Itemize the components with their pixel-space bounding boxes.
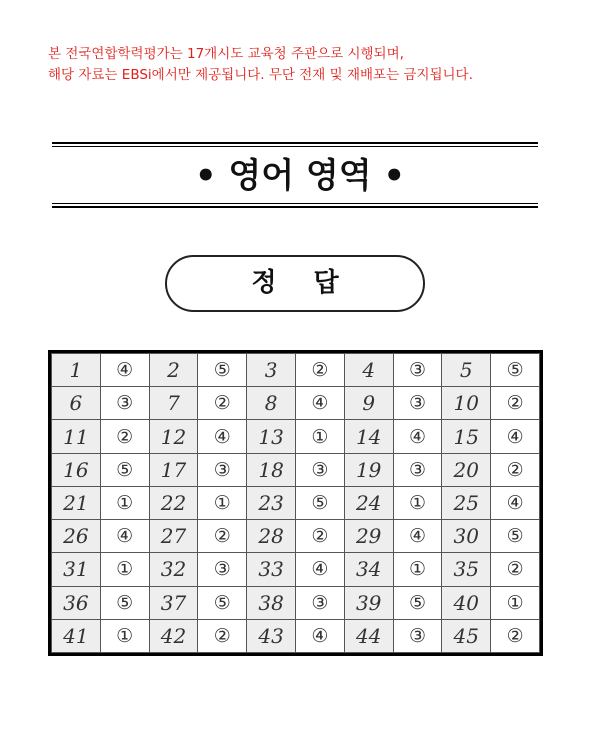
question-number: 20 bbox=[442, 453, 491, 486]
question-number: 19 bbox=[344, 453, 393, 486]
answer-choice: ② bbox=[295, 520, 344, 553]
question-number: 44 bbox=[344, 619, 393, 652]
answer-choice: ① bbox=[295, 420, 344, 453]
answer-row bbox=[52, 520, 540, 553]
question-number: 2 bbox=[149, 354, 198, 387]
question-number: 42 bbox=[149, 619, 198, 652]
answer-choice: ④ bbox=[393, 520, 442, 553]
question-number: 22 bbox=[149, 486, 198, 519]
question-number: 23 bbox=[247, 486, 296, 519]
question-number: 39 bbox=[344, 586, 393, 619]
question-number: 24 bbox=[344, 486, 393, 519]
answer-row bbox=[52, 420, 540, 453]
answer-choice: ② bbox=[198, 387, 247, 420]
question-number: 13 bbox=[247, 420, 296, 453]
question-number: 33 bbox=[247, 553, 296, 586]
answer-choice: ⑤ bbox=[491, 520, 540, 553]
answer-choice: ① bbox=[491, 586, 540, 619]
answer-choice: ① bbox=[100, 553, 149, 586]
answer-row bbox=[52, 453, 540, 486]
question-number: 1 bbox=[52, 354, 101, 387]
answer-choice: ④ bbox=[491, 420, 540, 453]
question-number: 12 bbox=[149, 420, 198, 453]
answer-choice: ① bbox=[393, 486, 442, 519]
question-number: 36 bbox=[52, 586, 101, 619]
question-number: 38 bbox=[247, 586, 296, 619]
question-number: 30 bbox=[442, 520, 491, 553]
answer-choice: ③ bbox=[295, 453, 344, 486]
answer-choice: ③ bbox=[198, 553, 247, 586]
question-number: 4 bbox=[344, 354, 393, 387]
answer-choice: ② bbox=[198, 619, 247, 652]
answer-choice: ④ bbox=[295, 619, 344, 652]
question-number: 29 bbox=[344, 520, 393, 553]
question-number: 34 bbox=[344, 553, 393, 586]
answer-grid bbox=[51, 353, 540, 653]
answer-row bbox=[52, 387, 540, 420]
question-number: 11 bbox=[52, 420, 101, 453]
subject-title: • 영어 영역 • bbox=[194, 156, 406, 196]
answer-choice: ② bbox=[491, 453, 540, 486]
answer-choice: ② bbox=[491, 553, 540, 586]
question-number: 17 bbox=[149, 453, 198, 486]
answer-table bbox=[48, 350, 543, 656]
answer-choice: ③ bbox=[393, 453, 442, 486]
question-number: 3 bbox=[247, 354, 296, 387]
question-number: 27 bbox=[149, 520, 198, 553]
bottom-rule-thick bbox=[52, 206, 538, 208]
question-number: 9 bbox=[344, 387, 393, 420]
question-number: 14 bbox=[344, 420, 393, 453]
top-rule-thin bbox=[52, 146, 538, 147]
answer-choice: ② bbox=[491, 387, 540, 420]
notice-line-1: 본 전국연합학력평가는 17개시도 교육청 주관으로 시행되며, bbox=[48, 46, 404, 62]
question-number: 28 bbox=[247, 520, 296, 553]
answer-choice: ⑤ bbox=[295, 486, 344, 519]
answer-choice: ⑤ bbox=[198, 586, 247, 619]
question-number: 40 bbox=[442, 586, 491, 619]
answer-choice: ① bbox=[198, 486, 247, 519]
answer-row bbox=[52, 586, 540, 619]
question-number: 21 bbox=[52, 486, 101, 519]
answer-choice: ② bbox=[100, 420, 149, 453]
question-number: 35 bbox=[442, 553, 491, 586]
question-number: 32 bbox=[149, 553, 198, 586]
answer-choice: ④ bbox=[100, 520, 149, 553]
question-number: 8 bbox=[247, 387, 296, 420]
answer-choice: ② bbox=[295, 354, 344, 387]
answer-choice: ④ bbox=[393, 420, 442, 453]
answer-choice: ② bbox=[198, 520, 247, 553]
notice-line-2: 해당 자료는 EBSi에서만 제공됩니다. 무단 전재 및 재배포는 금지됩니다. bbox=[48, 67, 473, 83]
answer-choice: ③ bbox=[100, 387, 149, 420]
question-number: 18 bbox=[247, 453, 296, 486]
answer-row bbox=[52, 619, 540, 652]
answer-choice: ④ bbox=[198, 420, 247, 453]
question-number: 15 bbox=[442, 420, 491, 453]
answer-choice: ⑤ bbox=[198, 354, 247, 387]
question-number: 26 bbox=[52, 520, 101, 553]
answer-choice: ① bbox=[393, 553, 442, 586]
question-number: 5 bbox=[442, 354, 491, 387]
answer-row bbox=[52, 553, 540, 586]
answer-choice: ③ bbox=[198, 453, 247, 486]
top-rule-thick bbox=[52, 142, 538, 144]
answer-choice: ⑤ bbox=[100, 586, 149, 619]
question-number: 16 bbox=[52, 453, 101, 486]
answer-choice: ③ bbox=[393, 354, 442, 387]
answer-choice: ⑤ bbox=[100, 453, 149, 486]
answer-choice: ④ bbox=[491, 486, 540, 519]
answer-key-label: 정 답 bbox=[165, 255, 425, 312]
question-number: 43 bbox=[247, 619, 296, 652]
question-number: 45 bbox=[442, 619, 491, 652]
answer-row bbox=[52, 486, 540, 519]
copyright-notice bbox=[48, 44, 588, 86]
answer-choice: ④ bbox=[295, 553, 344, 586]
answer-choice: ② bbox=[491, 619, 540, 652]
question-number: 7 bbox=[149, 387, 198, 420]
question-number: 31 bbox=[52, 553, 101, 586]
answer-choice: ③ bbox=[393, 387, 442, 420]
answer-choice: ① bbox=[100, 486, 149, 519]
answer-choice: ⑤ bbox=[393, 586, 442, 619]
answer-choice: ③ bbox=[393, 619, 442, 652]
answer-row bbox=[52, 354, 540, 387]
question-number: 6 bbox=[52, 387, 101, 420]
question-number: 10 bbox=[442, 387, 491, 420]
answer-choice: ① bbox=[100, 619, 149, 652]
question-number: 41 bbox=[52, 619, 101, 652]
answer-choice: ④ bbox=[100, 354, 149, 387]
bottom-rule-thin bbox=[52, 203, 538, 204]
answer-choice: ④ bbox=[295, 387, 344, 420]
answer-choice: ⑤ bbox=[491, 354, 540, 387]
answer-choice: ③ bbox=[295, 586, 344, 619]
question-number: 25 bbox=[442, 486, 491, 519]
question-number: 37 bbox=[149, 586, 198, 619]
